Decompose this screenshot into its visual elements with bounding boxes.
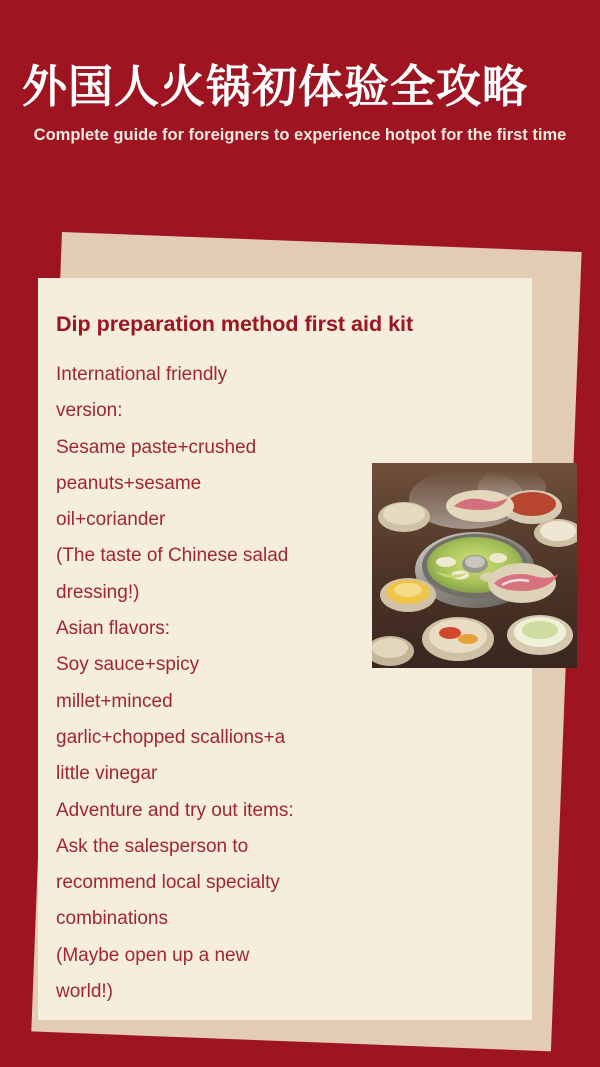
body-line: Sesame paste+crushed: [56, 436, 257, 458]
poster-header: [0, 0, 600, 145]
body-line: Ask the salesperson to: [56, 835, 249, 857]
body-line: (The taste of Chinese salad: [56, 545, 289, 567]
body-line: Soy sauce+spicy: [56, 654, 200, 676]
hotpot-photo: [372, 463, 577, 668]
card-body: [38, 337, 532, 1010]
body-line: Adventure and try out items:: [56, 799, 294, 821]
body-line: dressing!): [56, 581, 140, 603]
body-line: (Maybe open up a new: [56, 944, 250, 966]
body-line: combinations: [56, 908, 168, 930]
body-line: peanuts+sesame: [56, 472, 202, 494]
body-line: world!): [56, 981, 114, 1003]
page-subtitle: Complete guide for foreigners to experience hotpot for the first time: [33, 125, 567, 144]
body-line: International friendly: [56, 364, 228, 385]
body-line: Asian flavors:: [56, 618, 171, 640]
body-line: garlic+chopped scallions+a: [56, 726, 286, 748]
body-line: version:: [56, 400, 123, 422]
card-heading: Dip preparation method first aid kit: [56, 312, 414, 336]
body-line: little vinegar: [56, 763, 158, 785]
body-line: oil+coriander: [56, 509, 166, 531]
body-line: millet+minced: [56, 690, 173, 712]
body-line: recommend local specialty: [56, 872, 280, 894]
page-title: 外国人火锅初体验全攻略: [22, 60, 529, 113]
